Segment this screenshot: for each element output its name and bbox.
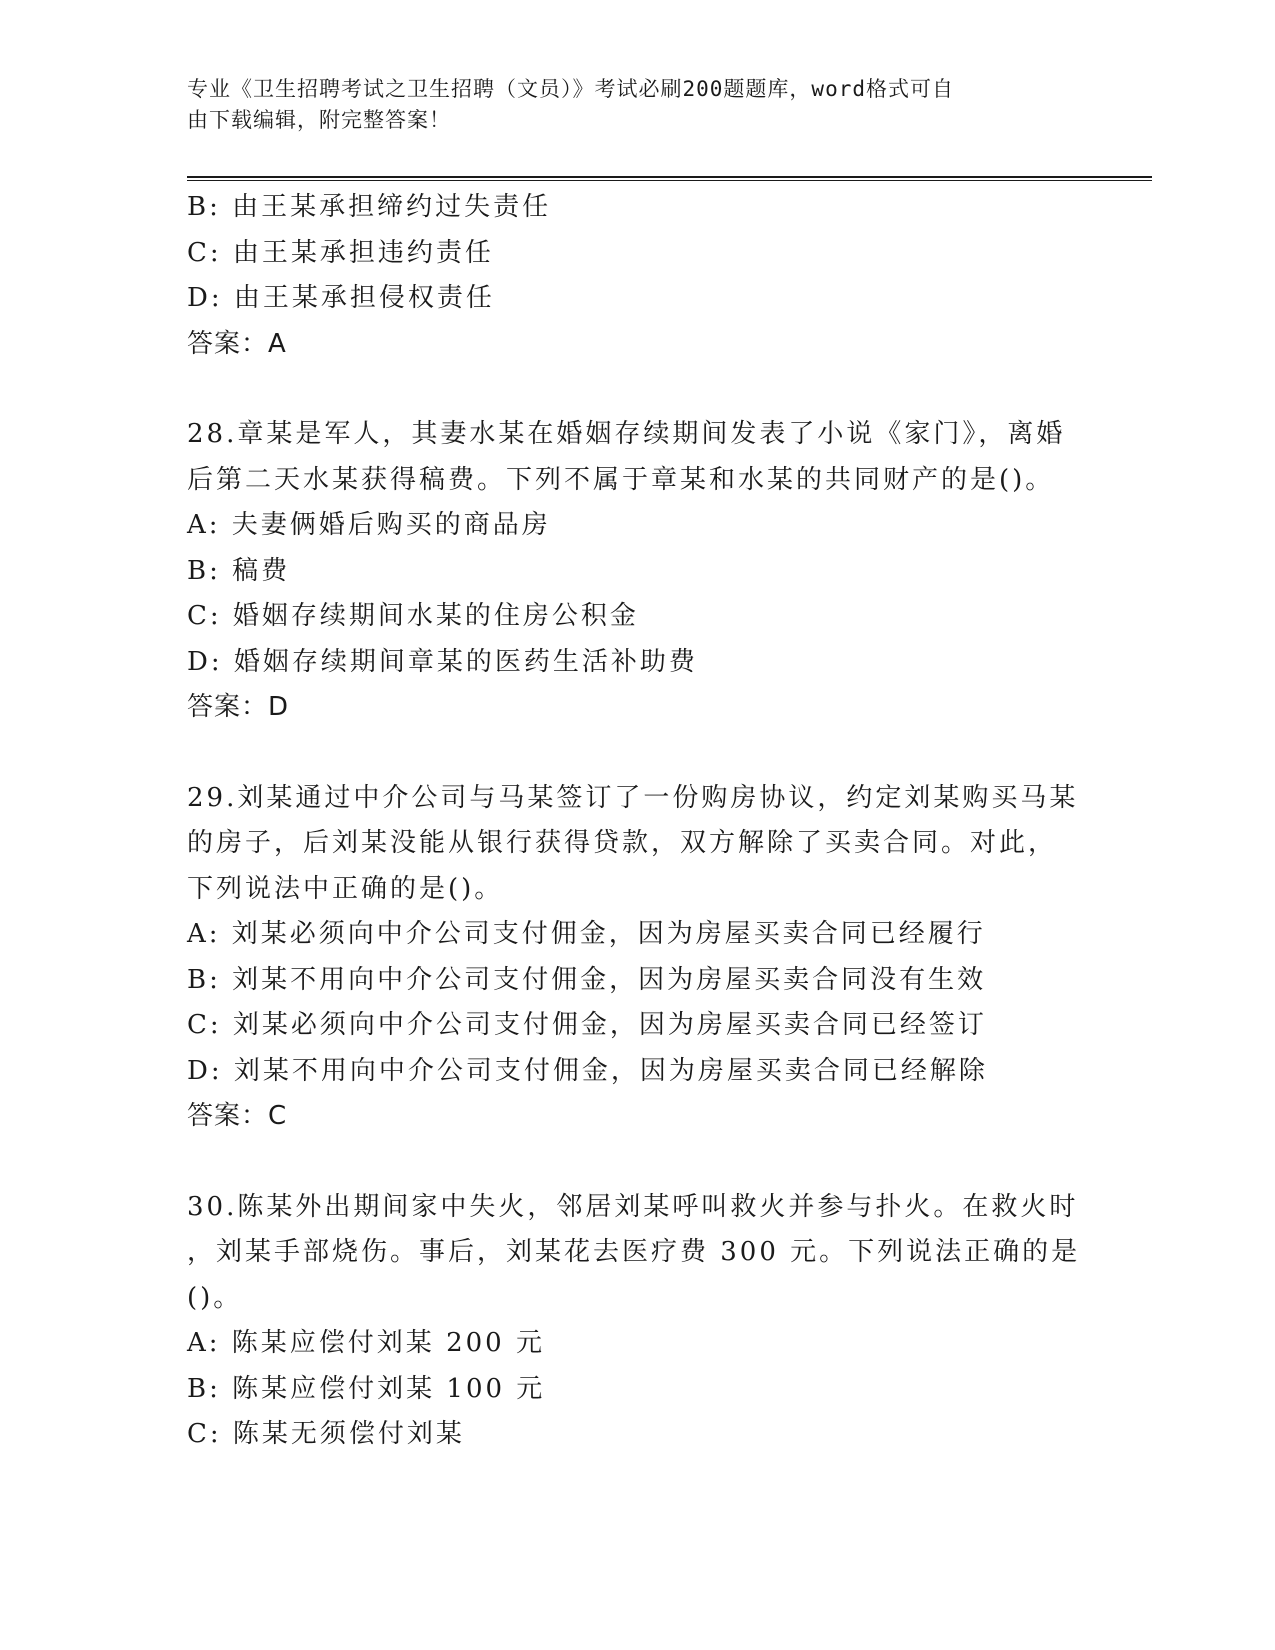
question-text-line: 30.陈某外出期间家中失火，邻居刘某呼叫救火并参与扑火。在救火时 [187, 1191, 1079, 1222]
answer-line: 答案：C [187, 1101, 288, 1131]
question-30 [187, 1185, 1087, 1458]
option-b: B: 由王某承担缔约过失责任 [187, 192, 552, 222]
spacer [187, 1140, 1087, 1185]
question-29 [187, 776, 1087, 1140]
question-text-line: 后第二天水某获得稿费。下列不属于章某和水某的共同财产的是()。 [187, 464, 1055, 495]
option-d: D: 由王某承担侵权责任 [187, 283, 495, 313]
answer-line: 答案：D [187, 692, 290, 722]
option-d: D: 婚姻存续期间章某的医药生活补助费 [187, 646, 698, 677]
option-b: B: 刘某不用向中介公司支付佣金，因为房屋买卖合同没有生效 [187, 964, 987, 995]
question-text-line: ，刘某手部烧伤。事后，刘某花去医疗费 300 元。下列说法正确的是 [187, 1237, 1081, 1267]
question-text-line: 的房子，后刘某没能从银行获得贷款，双方解除了买卖合同。对此， [187, 828, 1058, 858]
option-a: A: 陈某应偿付刘某 200 元 [187, 1328, 545, 1358]
option-c: C: 由王某承担违约责任 [187, 237, 494, 268]
option-c: C: 陈某无须偿付刘某 [187, 1419, 465, 1449]
question-text-line: ()。 [187, 1282, 243, 1313]
spacer [187, 367, 1087, 412]
header-line-1: 专业《卫生招聘考试之卫生招聘（文员）》考试必刷200题题库，word格式可自 [187, 77, 954, 101]
option-b: B: 稿费 [187, 555, 291, 586]
prev-question [187, 185, 1087, 367]
header-divider [187, 176, 1152, 181]
question-text-line: 下列说法中正确的是()。 [187, 873, 504, 904]
question-text-line: 29.刘某通过中介公司与马某签订了一份购房协议，约定刘某购买马某 [187, 782, 1079, 813]
option-a: A: 夫妻俩婚后购买的商品房 [187, 510, 551, 540]
spacer [187, 731, 1087, 776]
option-b: B: 陈某应偿付刘某 100 元 [187, 1373, 546, 1404]
answer-line: 答案：A [187, 328, 287, 359]
option-a: A: 刘某必须向中介公司支付佣金，因为房屋买卖合同已经履行 [187, 919, 986, 949]
option-c: C: 婚姻存续期间水某的住房公积金 [187, 601, 639, 631]
question-text-line: 28.章某是军人，其妻水某在婚姻存续期间发表了小说《家门》，离婚 [187, 419, 1066, 449]
option-d: D: 刘某不用向中介公司支付佣金，因为房屋买卖合同已经解除 [187, 1055, 988, 1086]
question-28 [187, 412, 1087, 731]
page-header [187, 74, 1067, 136]
question-content [187, 185, 1087, 1458]
header-line-2: 由下载编辑，附完整答案！ [187, 108, 451, 132]
option-c: C: 刘某必须向中介公司支付佣金，因为房屋买卖合同已经签订 [187, 1010, 987, 1040]
